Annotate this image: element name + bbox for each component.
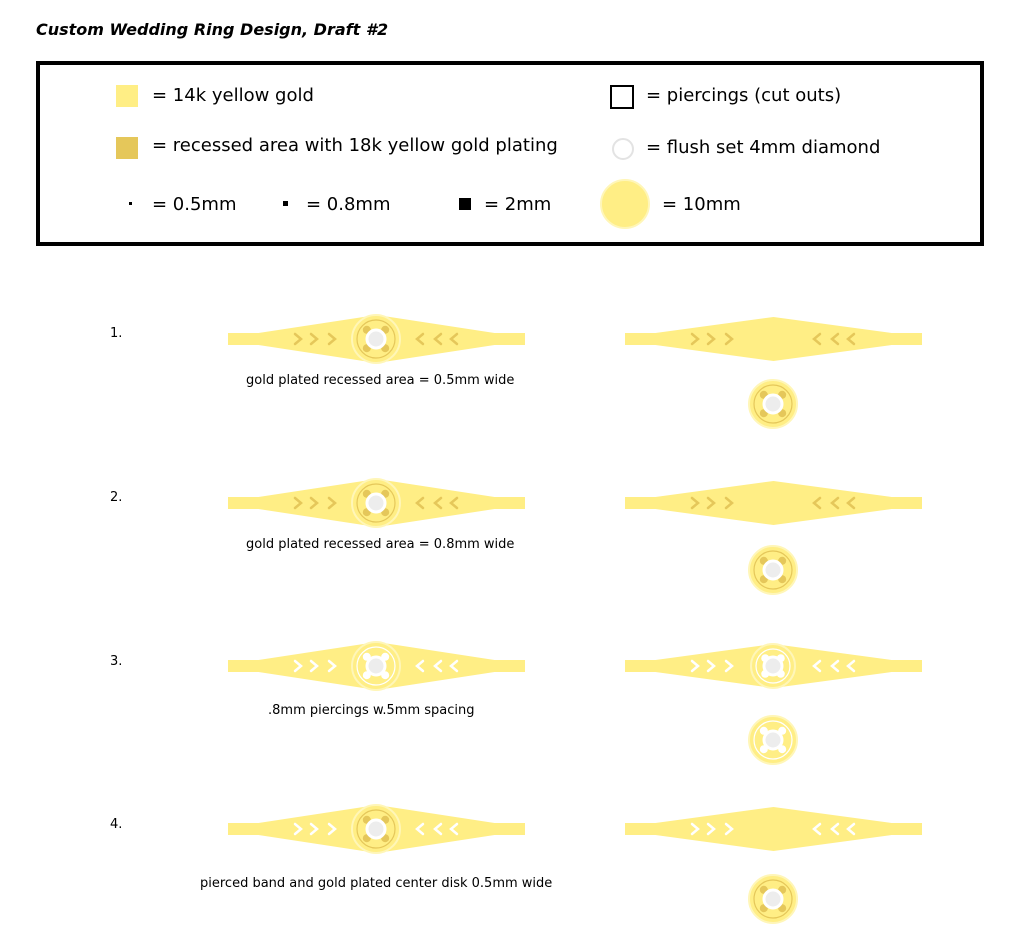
diamond	[764, 657, 782, 675]
row-number: 2.	[110, 490, 123, 505]
diamond	[367, 657, 385, 675]
page-title: Custom Wedding Ring Design, Draft #2	[36, 20, 389, 39]
legend-scale-08: = 0.8mm	[306, 194, 391, 215]
diamond	[764, 731, 782, 749]
diamond	[764, 561, 782, 579]
row-caption: .8mm piercings w.5mm spacing	[268, 703, 475, 718]
legend-14k-gold: = 14k yellow gold	[152, 85, 314, 106]
row-caption: gold plated recessed area = 0.5mm wide	[246, 373, 515, 388]
ring-band	[625, 807, 922, 851]
row-number: 4.	[110, 817, 123, 832]
row-caption: pierced band and gold plated center disk 0.5mm wide	[200, 876, 553, 891]
legend-piercings: = piercings (cut outs)	[646, 85, 842, 106]
legend-scale-2: = 2mm	[484, 194, 552, 215]
ring-band	[625, 481, 922, 525]
legend-scale-10: = 10mm	[662, 194, 741, 215]
diamond	[764, 395, 782, 413]
row-caption: gold plated recessed area = 0.8mm wide	[246, 537, 515, 552]
row-number: 3.	[110, 654, 123, 669]
ring-band	[625, 317, 922, 361]
diamond	[367, 330, 385, 348]
diamond	[764, 890, 782, 908]
legend-recessed: = recessed area with 18k yellow gold plating	[152, 135, 558, 156]
diamond	[367, 494, 385, 512]
legend-diamond: = flush set 4mm diamond	[646, 137, 881, 158]
legend-scale-05: = 0.5mm	[152, 194, 237, 215]
diamond	[367, 820, 385, 838]
row-number: 1.	[110, 326, 123, 341]
